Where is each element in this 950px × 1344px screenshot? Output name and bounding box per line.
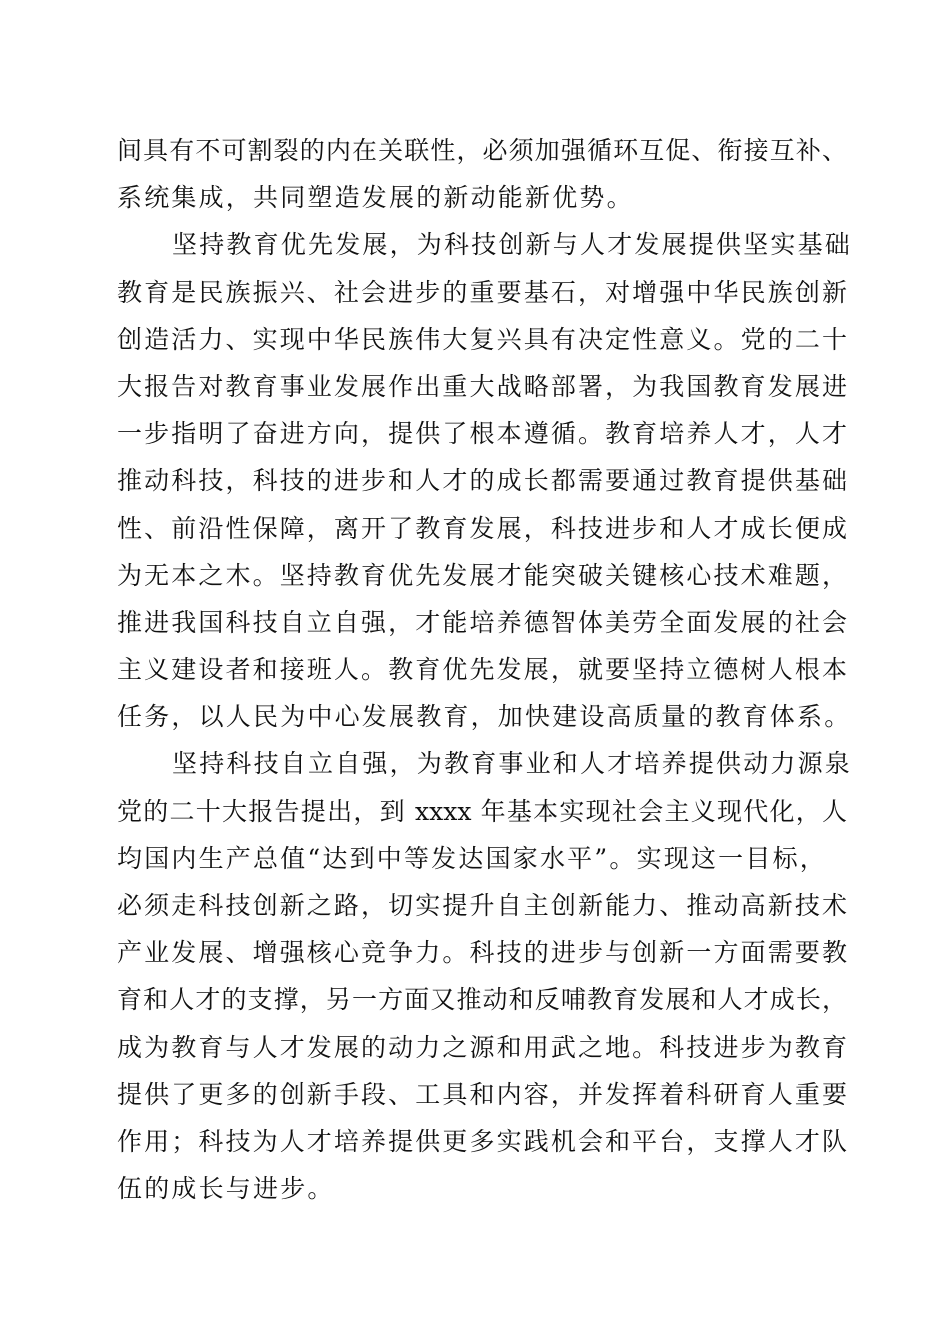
text-line: 育和人才的支撑，另一方面又推动和反哺教育发展和人才成长， xyxy=(117,985,847,1015)
text-line: 任务，以人民为中心发展教育，加快建设高质量的教育体系。 xyxy=(117,702,852,732)
text-line: 作用；科技为人才培养提供更多实践机会和平台，支撑人才队 xyxy=(117,1126,847,1156)
text-line: 必须走科技创新之路，切实提升自主创新能力、推动高新技术 xyxy=(117,891,847,920)
text-line: 均国内生产总值“达到中等发达国家水平”。实现这一目标， xyxy=(117,843,827,873)
text-line: 系统集成，共同塑造发展的新动能新优势。 xyxy=(117,183,634,213)
text-line: 推进我国科技自立自强，才能培养德智体美劳全面发展的社会 xyxy=(117,607,847,637)
text-line: 创造活力、实现中华民族伟大复兴具有决定性意义。党的二十 xyxy=(117,324,847,354)
section-heading: 坚持科技自立自强，为教育事业和人才培养提供动力源泉 xyxy=(172,749,853,779)
text-line: 提供了更多的创新手段、工具和内容，并发挥着科研育人重要 xyxy=(117,1079,847,1109)
text-line: 性、前沿性保障，离开了教育发展，科技进步和人才成长便成 xyxy=(117,513,847,543)
text-line: 伍的成长与进步。 xyxy=(117,1174,335,1204)
text-line: 产业发展、增强核心竞争力。科技的进步与创新一方面需要教 xyxy=(117,938,847,968)
text-line: 为无本之木。坚持教育优先发展才能突破关键核心技术难题， xyxy=(117,560,847,590)
text-line: 教育是民族振兴、社会进步的重要基石，对增强中华民族创新 xyxy=(117,277,847,307)
text-line: 大报告对教育事业发展作出重大战略部署，为我国教育发展进 xyxy=(117,371,847,401)
text-line: 推动科技，科技的进步和人才的成长都需要通过教育提供基础 xyxy=(117,466,847,496)
body-text xyxy=(117,127,853,1212)
text-line: 主义建设者和接班人。教育优先发展，就要坚持立德树人根本 xyxy=(117,655,847,685)
section-heading: 坚持教育优先发展，为科技创新与人才发展提供坚实基础 xyxy=(172,230,853,260)
text-line: 间具有不可割裂的内在关联性，必须加强循环互促、衔接互补、 xyxy=(117,136,847,165)
text-line: 成为教育与人才发展的动力之源和用武之地。科技进步为教育 xyxy=(117,1032,847,1062)
text-line: 党的二十大报告提出，到 xxxx 年基本实现社会主义现代化，人 xyxy=(117,796,847,826)
text-line: 一步指明了奋进方向，提供了根本遵循。教育培养人才，人才 xyxy=(117,419,847,449)
